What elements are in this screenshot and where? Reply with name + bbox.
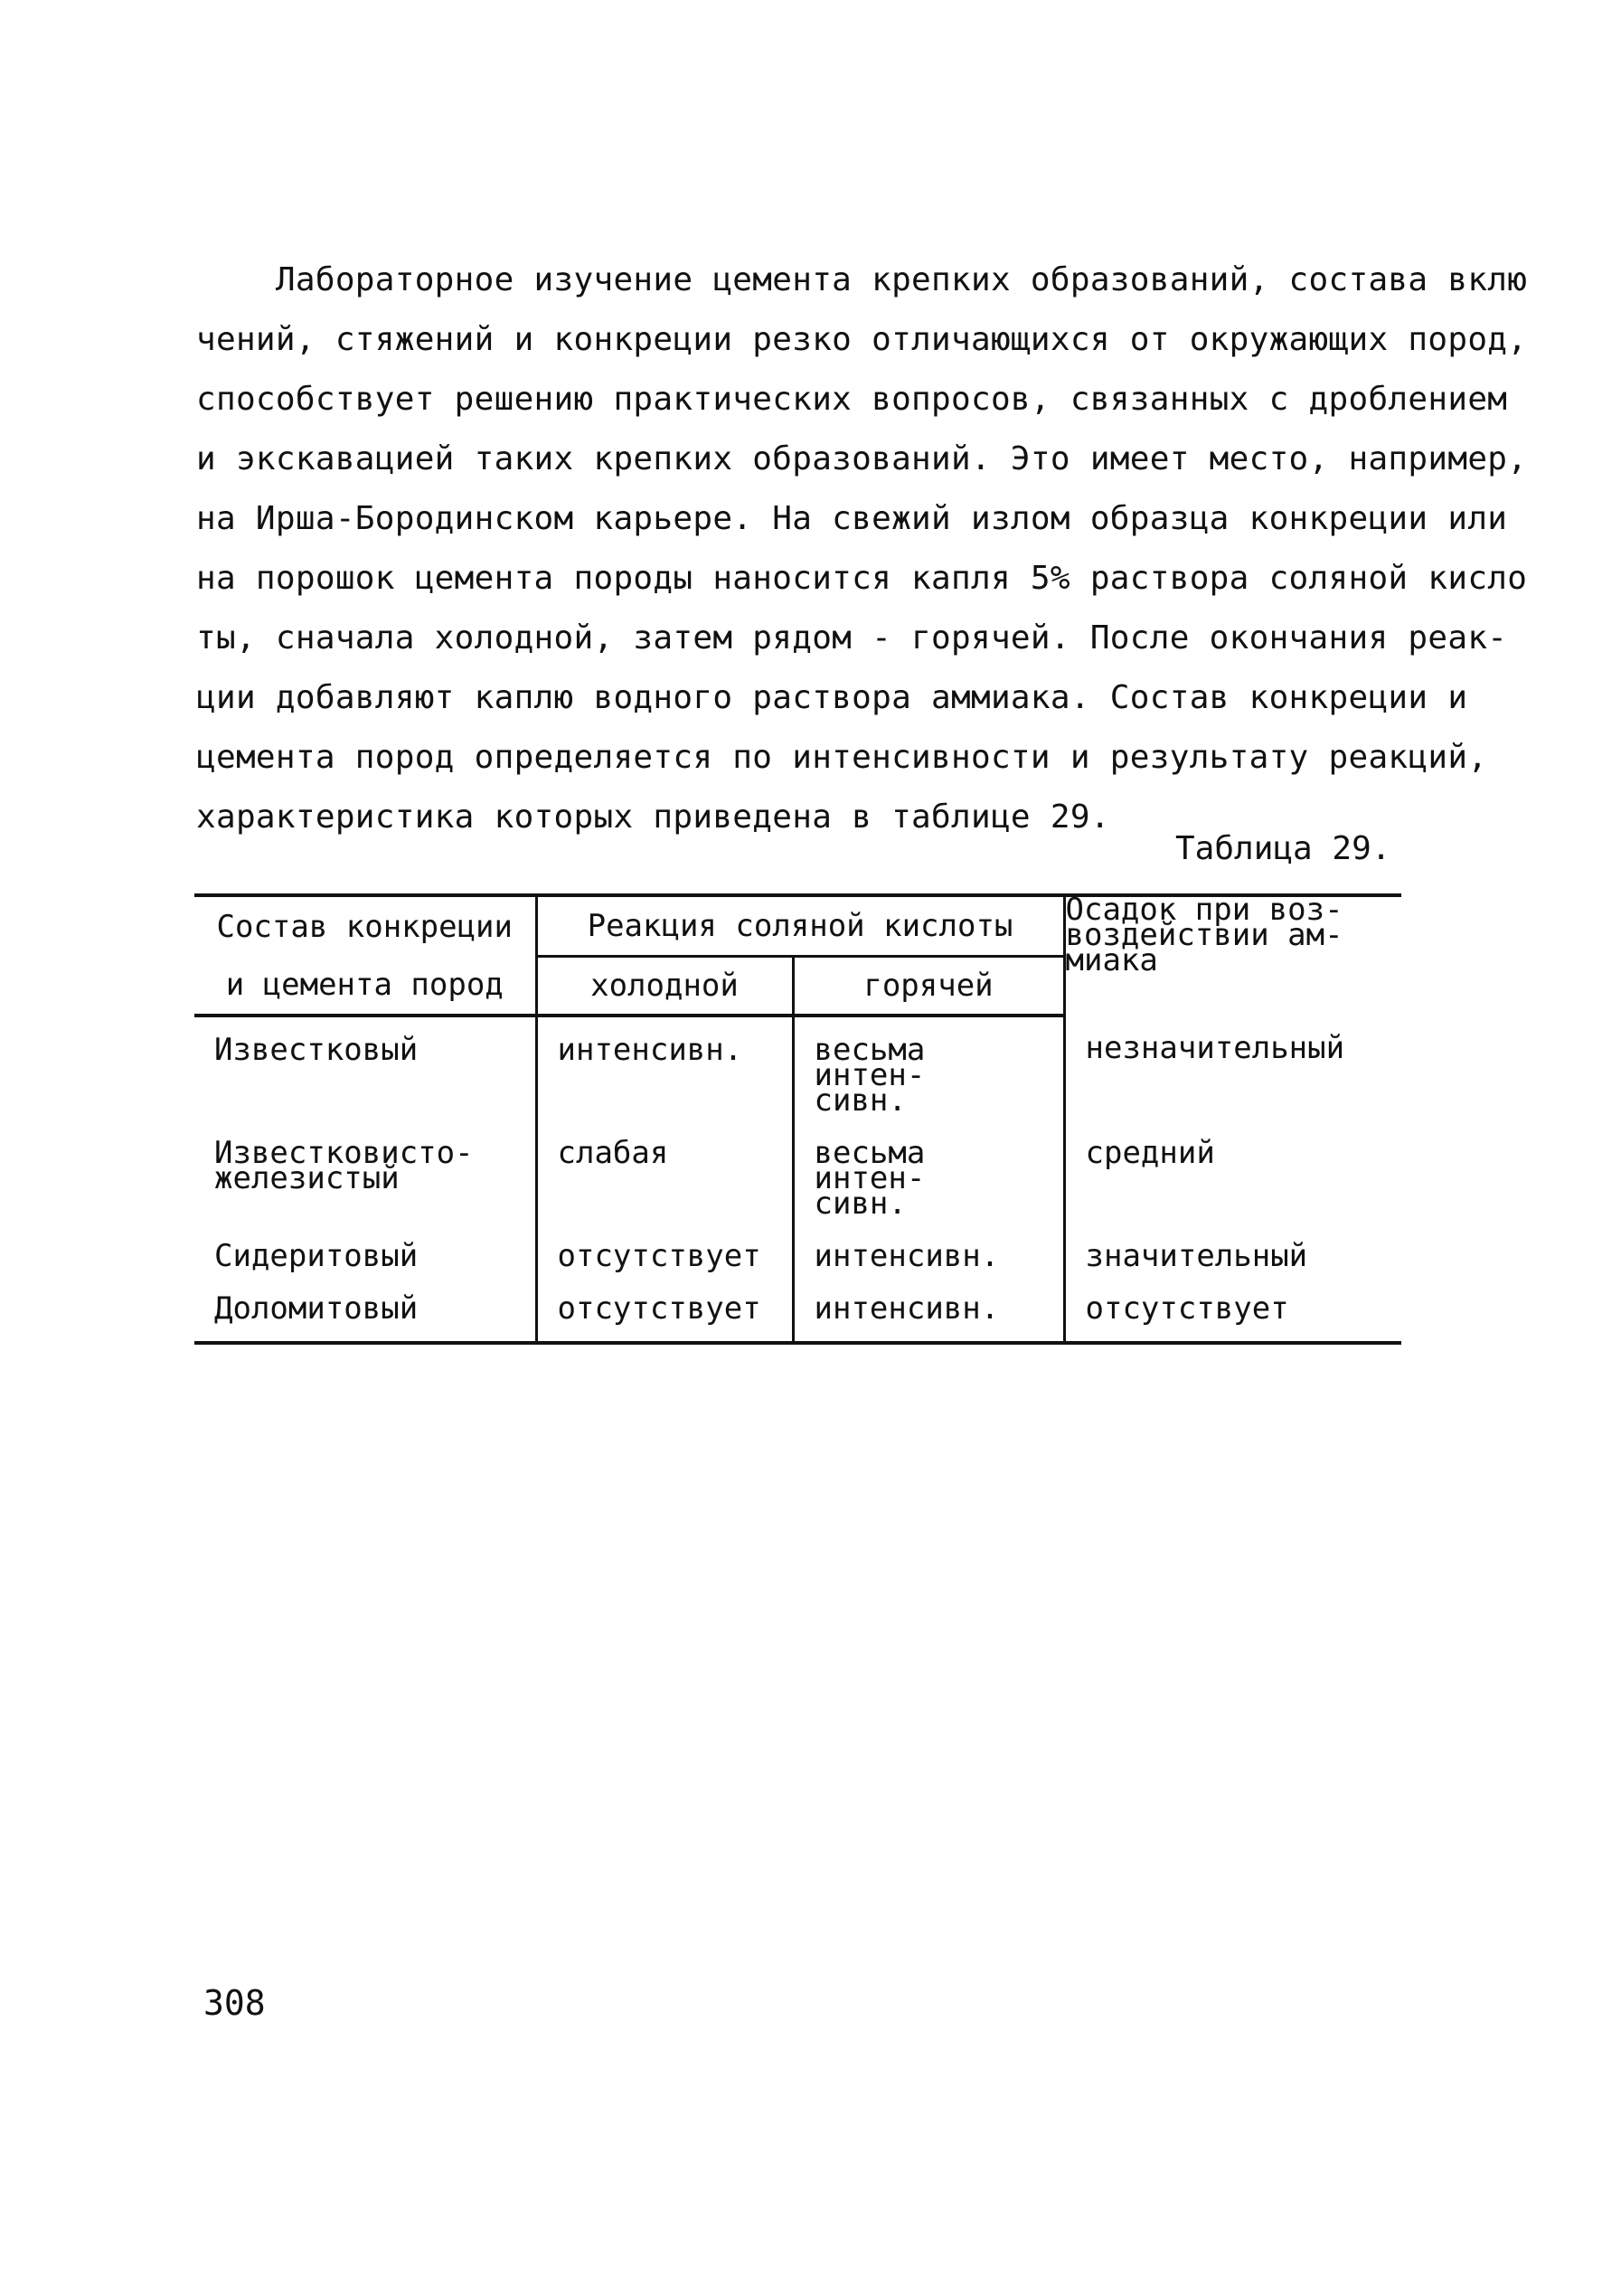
cell-ammonia: средний [1064,1120,1401,1224]
reaction-table [194,893,1401,1345]
paragraph-line: чений, стяжений и конкреции резко отличающихся от окружающих пород, [196,321,1528,358]
table-row [194,1224,1401,1276]
cell-hot: интенсивн. [793,1224,1064,1276]
table-container [194,893,1401,1345]
paragraph-line: на порошок цемента породы наносится капля 5% раствора соляной кисло [196,560,1528,597]
paragraph-line: способствует решению практических вопросов, связанных с дроблением [196,381,1508,418]
cell-composition: Известковый [214,1032,419,1068]
paragraph-line: на Ирша-Бородинском карьере. На свежий излом образца конкреции или [196,500,1508,537]
header-cold: холодной [536,957,793,1016]
paragraph-line: характеристика которых приведена в таблице 29. [196,798,1110,836]
table-row [194,1276,1401,1343]
page-number: 308 [203,1983,266,2023]
body-paragraph [196,250,1528,847]
header-hot: горячей [793,957,1064,1016]
header-composition-line2: и цемента пород [194,957,536,1016]
paragraph-line: Лабораторное изучение цемента крепких образований, состава вклю [196,261,1528,298]
table-row [194,1120,1401,1224]
paragraph-line: цемента пород определяется по интенсивности и результату реакций, [196,739,1488,776]
table-caption: Таблица 29. [1175,830,1391,867]
cell-composition: Доломитовый [194,1276,536,1343]
cell-hot: весьма интен- сивн. [793,1120,1064,1224]
cell-hot: интенсивн. [793,1276,1064,1343]
paragraph-line: ты, сначала холодной, затем рядом - горячей. После окончания реак- [196,619,1508,657]
paragraph-line: и экскавацией таких крепких образований. Это имеет место, например, [196,440,1528,477]
cell-composition: Известковисто- железистый [214,1135,474,1196]
header-ammonia: Осадок при воз- воздействии ам- миака [1064,895,1401,1016]
paragraph-line: ции добавляют каплю водного раствора аммиака. Состав конкреции и [196,679,1468,716]
cell-ammonia: значительный [1064,1224,1401,1276]
cell-cold: интенсивн. [536,1016,793,1120]
cell-hot: весьма интен- сивн. [793,1016,1064,1120]
cell-cold: слабая [536,1120,793,1224]
cell-ammonia: незначительный [1064,1016,1401,1120]
cell-cold: отсутствует [536,1224,793,1276]
cell-ammonia: отсутствует [1064,1276,1401,1343]
header-reaction: Реакция соляной кислоты [536,895,1064,957]
cell-composition: Сидеритовый [214,1238,419,1274]
table-row [194,1016,1401,1120]
header-composition-line1: Состав конкреции [194,895,536,957]
cell-cold: отсутствует [536,1276,793,1343]
